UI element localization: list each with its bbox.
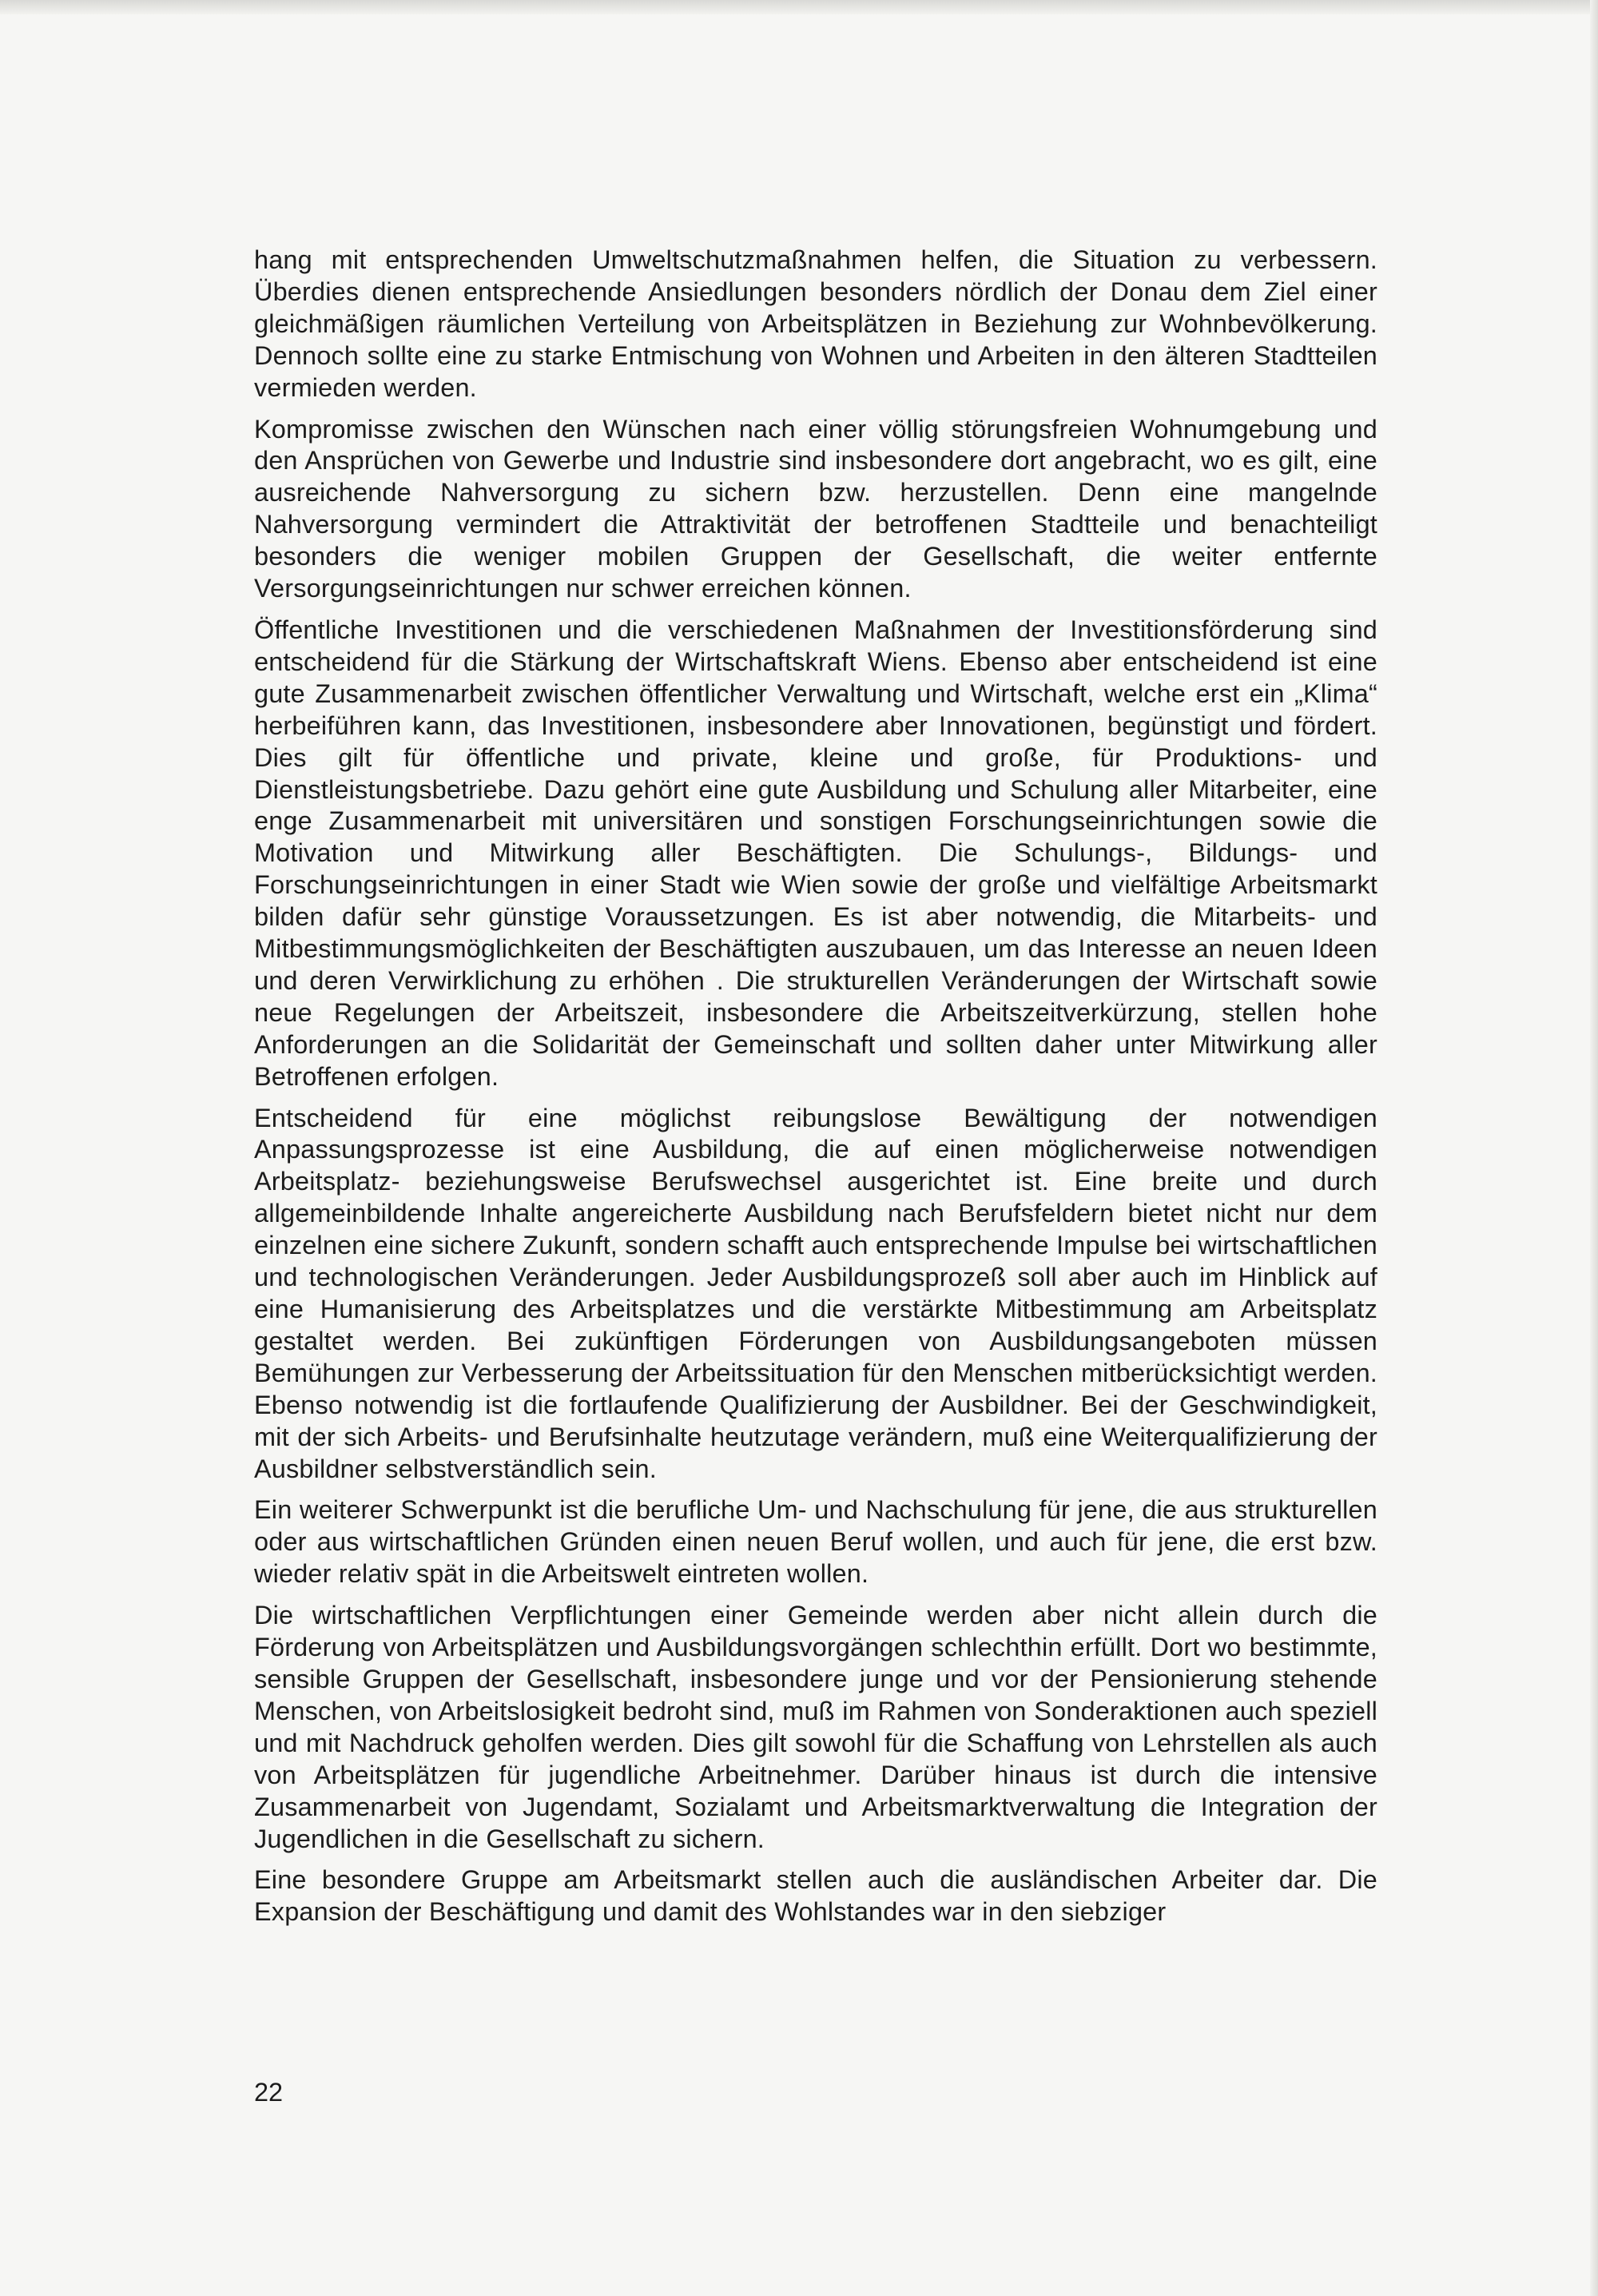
paragraph-1: hang mit entsprechenden Umweltschutzmaßnahmen helfen, die Situation zu verbessern. Überdies dienen entsprechende Ansiedlungen besonders nördlich der Donau dem Ziel einer gleichmäßigen räumlichen Verteilung von Arbeitsplätzen in Beziehung zur Wohnbevölkerung. Dennoch sollte eine zu starke Entmischung von Wohnen und Arbeiten in den älteren Stadtteilen vermieden werden. bbox=[254, 245, 1377, 402]
paragraph-6: Die wirtschaftlichen Verpflichtungen einer Gemeinde werden aber nicht allein durch die Förderung von Arbeitsplätzen und Ausbildungsvorgängen schlechthin erfüllt. Dort wo bestimmte, sensible Gruppen der Gesellschaft, insbesondere junge und vor der Pensionierung stehende Menschen, von Arbeitslosigkeit bedroht sind, muß im Rahmen von Sonderaktionen auch speziell und mit Nachdruck geholfen werden. Dies gilt sowohl für die Schaffung von Lehrstellen als auch von Arbeitsplätzen für jugendliche Arbeitnehmer. Darüber hinaus ist durch die intensive Zusammenarbeit von Jugendamt, Sozialamt und Arbeitsmarktverwaltung die Integration der Jugendlichen in die Gesellschaft zu sichern. bbox=[254, 1601, 1377, 1853]
paragraph-7: Eine besondere Gruppe am Arbeitsmarkt stellen auch die ausländischen Arbeiter dar. Die Expansion der Beschäftigung und damit des Wohlstandes war in den siebziger bbox=[254, 1865, 1377, 1927]
paragraph-5: Ein weiterer Schwerpunkt ist die berufliche Um- und Nachschulung für jene, die aus strukturellen oder aus wirtschaftlichen Gründen einen neuen Beruf wollen, und auch für jene, die erst bzw. wieder relativ spät in die Arbeitswelt eintreten wollen. bbox=[254, 1495, 1377, 1589]
scan-edge-right bbox=[1590, 0, 1598, 2296]
page-number: 22 bbox=[254, 2078, 284, 2107]
scan-edge-top bbox=[0, 0, 1598, 14]
paragraph-2: Kompromisse zwischen den Wünschen nach einer völlig störungsfreien Wohnumgebung und den Ansprüchen von Gewerbe und Industrie sind insbesondere dort angebracht, wo es gilt, eine ausreichende Nahversorgung zu sichern bzw. herzustellen. Denn eine mangelnde Nahversorgung vermindert die Attraktivität der betroffenen Stadtteile und benachteiligt besonders die weniger mobilen Gruppen der Gesellschaft, die weiter entfernte Versorgungseinrichtungen nur schwer erreichen können. bbox=[254, 414, 1377, 603]
paragraph-3: Öffentliche Investitionen und die verschiedenen Maßnahmen der Investitionsförderung sind entscheidend für die Stärkung der Wirtschaftskraft Wiens. Ebenso aber entscheidend ist eine gute Zusammenarbeit zwischen öffentlicher Verwaltung und Wirtschaft, welche erst ein „Klima“ herbeiführen kann, das Investitionen, insbesondere aber Innovationen, begünstigt und fördert. Dies gilt für öffentliche und private, kleine und große, für Produktions- und Dienstleistungsbetriebe. Dazu gehört eine gute Ausbildung und Schulung aller Mitarbeiter, eine enge Zusammenarbeit mit universitären und sonstigen Forschungseinrichtungen sowie die Motivation und Mitwirkung aller Beschäftigten. Die Schulungs-, Bildungs- und Forschungseinrichtungen in einer Stadt wie Wien sowie der große und vielfältige Arbeitsmarkt bilden dafür sehr günstige Voraussetzungen. Es ist aber notwendig, die Mitarbeits- und Mitbestimmungsmöglichkeiten der Beschäftigten auszubauen, um das Interesse an neuen Ideen und deren Verwirklichung zu erhöhen . Die strukturellen Veränderungen der Wirtschaft sowie neue Regelungen der Arbeitszeit, insbesondere die Arbeitszeitverkürzung, stellen hohe Anforderungen an die Solidarität der Gemeinschaft und sollten daher unter Mitwirkung aller Betroffenen erfolgen. bbox=[254, 615, 1377, 1091]
paragraph-4: Entscheidend für eine möglichst reibungslose Bewältigung der notwendigen Anpassungsprozesse ist eine Ausbildung, die auf einen möglicherweise notwendigen Arbeitsplatz- beziehungsweise Berufswechsel ausgerichtet ist. Eine breite und durch allgemeinbildende Inhalte angereicherte Ausbildung nach Berufsfeldern bietet nicht nur dem einzelnen eine sichere Zukunft, sondern schafft auch entsprechende Impulse bei wirtschaftlichen und technologischen Veränderungen. Jeder Ausbildungsprozeß soll aber auch im Hinblick auf eine Humanisierung des Arbeitsplatzes und die verstärkte Mitbestimmung am Arbeitsplatz gestaltet werden. Bei zukünftigen Förderungen von Ausbildungsangeboten müssen Bemühungen zur Verbesserung der Arbeitssituation für den Menschen mitberücksichtigt werden. Ebenso notwendig ist die fortlaufende Qualifizierung der Ausbildner. Bei der Geschwindigkeit, mit der sich Arbeits- und Berufsinhalte heutzutage verändern, muß eine Weiterqualifizierung der Ausbildner selbstverständlich sein. bbox=[254, 1103, 1377, 1483]
document-page bbox=[254, 245, 1377, 1938]
